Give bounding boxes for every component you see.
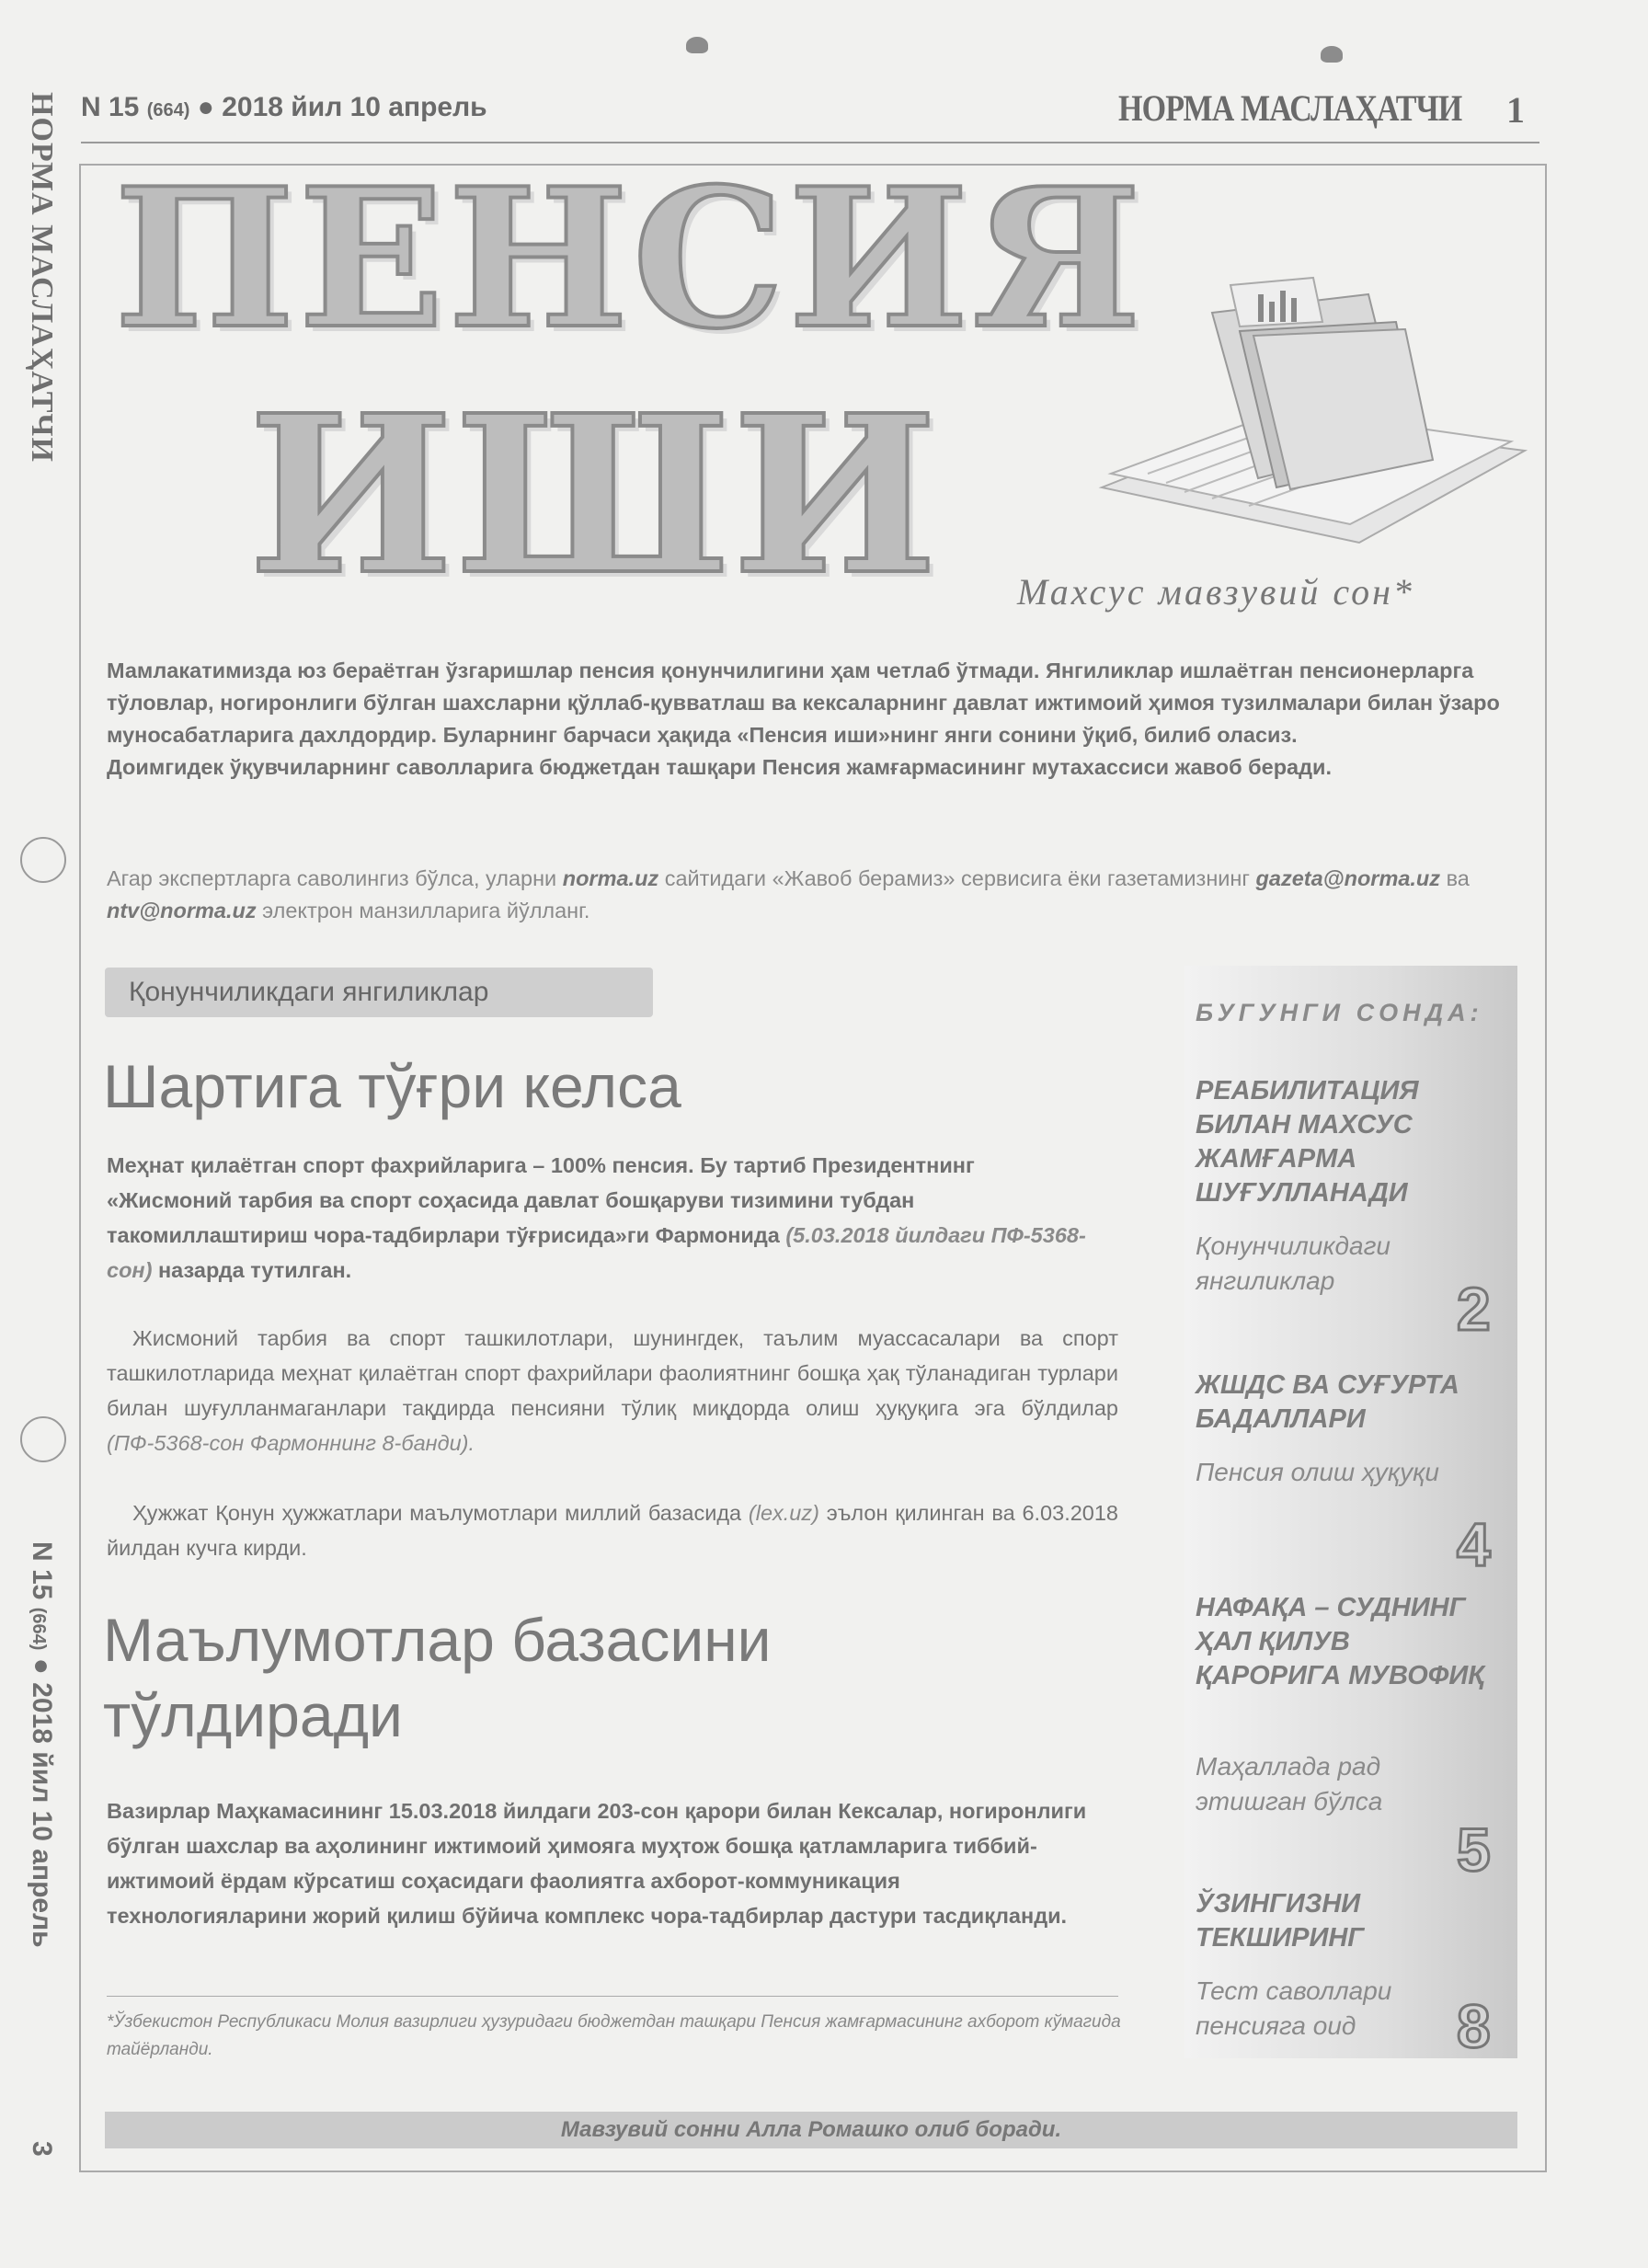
header-page-number: 1 [1506, 89, 1525, 131]
article1-para-ref: (lex.uz) [748, 1501, 819, 1525]
header-issue-number: N 15 [81, 92, 140, 122]
contents-item-page: 5 [1457, 1816, 1491, 1884]
article2-headline [103, 1602, 772, 1753]
header-rule [81, 142, 1539, 143]
intro-block [107, 655, 1523, 784]
article1-lead [107, 1148, 1100, 1288]
header-bullet: ● [197, 92, 214, 122]
header-date: 2018 йил 10 апрель [222, 92, 487, 122]
section-rubric-label: Қонунчиликдаги янгиликлар [129, 977, 489, 1007]
masthead-title-line2: ИШИ [248, 367, 940, 623]
binder-nail [686, 37, 708, 53]
contents-item-title[interactable]: НАФАҚА – СУДНИНГ ҲАЛ ҚИЛУВ ҚАРОРИГА МУВОФИҚ [1196, 1593, 1485, 1690]
article1-headline: Шартига тўғри келса [103, 1052, 681, 1120]
contents-item-subtitle: Пенсия олиш ҳуқуқи [1196, 1458, 1439, 1486]
rail-issue-number: N 15 [27, 1541, 57, 1600]
editor-bar [105, 2112, 1517, 2148]
contents-item-page: 2 [1457, 1275, 1491, 1343]
contents-item-title[interactable]: РЕАБИЛИТАЦИЯ БИЛАН МАХСУС ЖАМҒАРМА ШУҒУЛЛАНАДИ [1196, 1076, 1419, 1208]
site-link[interactable]: norma.uz [562, 866, 659, 890]
header-paper-name: НОРМА МАСЛАҲАТЧИ [1118, 87, 1462, 129]
rail-bullet: ● [27, 1657, 57, 1675]
contact-text: ва [1446, 866, 1470, 890]
contact-text: сайтидаги «Жавоб берамиз» сервисига ёки газетамизнинг [664, 866, 1250, 890]
contents-item-page: 4 [1457, 1510, 1491, 1578]
folder-illustration [1093, 258, 1534, 561]
article2-headline-line: тўлдиради [103, 1681, 403, 1749]
contents-item-subtitle: Қонунчиликдаги янгиликлар [1196, 1231, 1390, 1295]
rail-issue-seq: (664) [29, 1607, 49, 1651]
article1-paragraph [107, 1495, 1118, 1565]
email-link[interactable]: ntv@norma.uz [107, 899, 257, 922]
article2-headline-line: Маълумотлар базасини [103, 1606, 772, 1674]
editor-note: Мавзувий сонни Алла Ромашко олиб боради. [560, 2117, 1062, 2142]
rail-paper-name: НОРМА МАСЛАҲАТЧИ [25, 92, 59, 463]
rail-page-number: 3 [27, 2141, 57, 2157]
intro-paragraph: Доимгидек ўқувчиларнинг саволларига бюджетдан ташқари Пенсия жамғармасининг мутахассиси жавоб беради. [107, 755, 1333, 779]
article1-para-text: эълон қилинган ва 6.03.2018 йилдан кучга кирди. [107, 1501, 1118, 1560]
contents-item-subtitle: Маҳаллада рад этишган бўлса [1196, 1752, 1383, 1816]
contents-item-subtitle: Тест саволлари пенсияга оид [1196, 1976, 1392, 2040]
contents-item-page: 8 [1457, 1992, 1491, 2060]
contents-item-title[interactable]: ЎЗИНГИЗНИ ТЕКШИРИНГ [1196, 1889, 1365, 1953]
footnote-rule [107, 1996, 1118, 1997]
binder-nail [1321, 46, 1343, 63]
article2-lead: Вазирлар Маҳкамасининг 15.03.2018 йилдаги 203-сон қарори билан Кексалар, ногиронлиги бўлган шахслар ва аҳолининг ижтимоий ҳимояга муҳтож бошқа қатламларига тиббий-ижтимоий ёрдам кўрсатиш соҳасидаги фаолиятга ахборот-коммуникация технологияларини жорий қилиш бўйича комплекс чора-тадбирлар дастури тасдиқланди. [107, 1799, 1087, 1928]
section-rubric [105, 968, 653, 1017]
masthead-title-line1: ПЕНСИЯ [114, 147, 1145, 372]
binding-hole [20, 837, 66, 883]
intro-paragraph: Мамлакатимизда юз бераётган ўзгаришлар пенсия қонунчилигини ҳам четлаб ўтмади. Янгиликлар ишлаётган пенсионерларга тўловлар, ногиронлиги бўлган шахсларни қўллаб-қувватлаш ва кексаларнинг давлат ижтимоий ҳимоя тузилмалари билан ўзаро муносабатларига дахлдордир. Буларнинг барчаси ҳақида «Пенсия иши»нинг янги сонини ўқиб, билиб оласиз. [107, 659, 1500, 747]
rail-issue-line [26, 1541, 57, 1948]
contact-text: Агар экспертларга саволингиз бўлса, уларни [107, 866, 557, 890]
header-issue-seq: (664) [146, 100, 190, 120]
article1-para-text: Жисмоний тарбия ва спорт ташкилотлари, шунингдек, таълим муассасалари ва спорт ташкилотларида меҳнат қилаётган спорт фахрийлари фаолиятнинг бошқа ҳақ тўланадиган турлари билан шуғулланмаганлари тақдирда пенсияни тўлиқ миқдорда олиш ҳуқуқига эга бўлдилар [107, 1326, 1118, 1420]
contact-text: электрон манзилларига йўлланг. [262, 899, 590, 922]
contents-item-title[interactable]: ЖШДС ВА СУҒУРТА БАДАЛЛАРИ [1196, 1370, 1459, 1434]
header-issue-line [81, 92, 487, 123]
rail-date: 2018 йил 10 апрель [27, 1682, 57, 1948]
footnote: *Ўзбекистон Республикаси Молия вазирлиги ҳузуридаги бюджетдан ташқари Пенсия жамғармасининг ахборот кўмагида тайёрланди. [107, 2012, 1121, 2059]
email-link[interactable]: gazeta@norma.uz [1255, 866, 1441, 890]
contents-heading: БУГУНГИ СОНДА: [1196, 999, 1483, 1026]
article1-paragraph [107, 1321, 1118, 1460]
masthead-subtitle: Махсус мавзувий сон* [1017, 571, 1414, 613]
article1-para-text: Ҳужжат Қонун ҳужжатлари маълумотлари миллий базасида [132, 1501, 742, 1525]
binding-hole [20, 1416, 66, 1462]
article1-para-ref: (ПФ-5368-сон Фармоннинг 8-банди). [107, 1431, 475, 1455]
article1-lead-ref: (5.03.2018 йилдаги ПФ-5368-сон) [107, 1223, 1086, 1282]
contact-paragraph [107, 863, 1523, 927]
article1-lead-text: назарда тутилган. [157, 1258, 352, 1282]
article1-lead-text: Меҳнат қилаётган спорт фахрийларига – 100% пенсия. Бу тартиб Президентнинг «Жисмоний тарбия ва спорт соҳасида давлат бошқаруви тизимини тубдан такомиллаштириш чора-тадбирлари тўғрисида»ги Фармонида [107, 1153, 975, 1247]
